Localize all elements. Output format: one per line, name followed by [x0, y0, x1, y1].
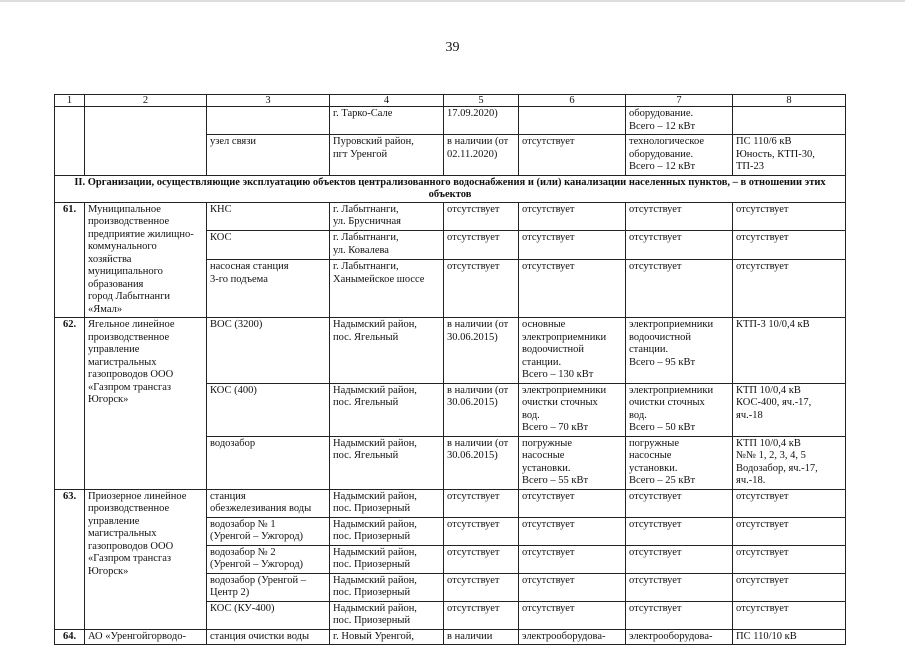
- cell-c3: станция очистки воды: [207, 629, 330, 645]
- cell-c5: в наличии: [444, 629, 519, 645]
- cell-c6: отсутствует: [519, 231, 626, 260]
- header-cell: 7: [626, 95, 733, 107]
- cell-c4: Надымский район, пос. Ягельный: [330, 383, 444, 436]
- table-row: [55, 489, 846, 517]
- cell-c4: Надымский район, пос. Приозерный: [330, 601, 444, 629]
- cell-c6: электроприемники очистки сточных вод. Всего – 70 кВт: [519, 383, 626, 436]
- cell-c5: отсутствует: [444, 231, 519, 260]
- cell-c3: КНС: [207, 202, 330, 231]
- cell-c8: ПС 110/6 кВ Юность, КТП-30, ТП-23: [733, 135, 846, 176]
- section-title: II. Организации, осуществляющие эксплуатацию объектов централизованного водоснабжения и (или) канализации населенных пунктов, – в отношении этих объектов: [55, 175, 846, 202]
- cell-c6: отсутствует: [519, 517, 626, 545]
- section-title-row: [55, 175, 846, 202]
- cell-c7: отсутствует: [626, 202, 733, 231]
- cell-c4: Надымский район, пос. Ягельный: [330, 436, 444, 489]
- cell-c7: отсутствует: [626, 517, 733, 545]
- page-number: 39: [445, 40, 460, 55]
- cell-c4: Надымский район, пос. Приозерный: [330, 573, 444, 601]
- cell-c8: отсутствует: [733, 202, 846, 231]
- organization-cell: [85, 107, 207, 176]
- cell-c7: отсутствует: [626, 601, 733, 629]
- organization-cell: Ягельное линейное производственное управление магистральных газопроводов ООО «Газпром трансгаз Югорск»: [85, 318, 207, 490]
- cell-c5: в наличии (от 02.11.2020): [444, 135, 519, 176]
- cell-c7: оборудование. Всего – 12 кВт: [626, 107, 733, 135]
- cell-c5: отсутствует: [444, 545, 519, 573]
- cell-c4: г. Лабытнанги, Ханымейское шоссе: [330, 260, 444, 318]
- number-cell: 64.: [55, 629, 85, 645]
- table-body: [55, 95, 846, 645]
- cell-c3: ВОС (3200): [207, 318, 330, 384]
- header-cell: 1: [55, 95, 85, 107]
- header-cell: 3: [207, 95, 330, 107]
- cell-c4: Надымский район, пос. Приозерный: [330, 489, 444, 517]
- cell-c7: электроприемники водоочистной станции. Всего – 95 кВт: [626, 318, 733, 384]
- cell-c6: [519, 107, 626, 135]
- cell-c3: [207, 107, 330, 135]
- cell-c3: КОС (КУ-400): [207, 601, 330, 629]
- header-cell: 8: [733, 95, 846, 107]
- cell-c8: КТП 10/0,4 кВ №№ 1, 2, 3, 4, 5 Водозабор, яч.-17, яч.-18.: [733, 436, 846, 489]
- header-cell: 6: [519, 95, 626, 107]
- organization-cell: Муниципальное производственное предприятие жилищно- коммунального хозяйства муниципального образования город Лабытнанги «Ямал»: [85, 202, 207, 318]
- cell-c7: отсутствует: [626, 545, 733, 573]
- cell-c5: отсутствует: [444, 517, 519, 545]
- organization-cell: АО «Уренгойгорводо-: [85, 629, 207, 645]
- organization-cell: Приозерное линейное производственное управление магистральных газопроводов ООО «Газпром трансгаз Югорск»: [85, 489, 207, 629]
- cell-c3: станция обезжелезивания воды: [207, 489, 330, 517]
- cell-c5: в наличии (от 30.06.2015): [444, 436, 519, 489]
- cell-c8: отсутствует: [733, 260, 846, 318]
- cell-c5: в наличии (от 30.06.2015): [444, 383, 519, 436]
- number-cell: [55, 107, 85, 176]
- header-cell: 5: [444, 95, 519, 107]
- cell-c3: КОС: [207, 231, 330, 260]
- cell-c8: [733, 107, 846, 135]
- cell-c8: отсутствует: [733, 545, 846, 573]
- cell-c8: отсутствует: [733, 231, 846, 260]
- cell-c6: электрооборудова-: [519, 629, 626, 645]
- cell-c5: в наличии (от 30.06.2015): [444, 318, 519, 384]
- cell-c8: отсутствует: [733, 601, 846, 629]
- cell-c3: водозабор № 2 (Уренгой – Ужгород): [207, 545, 330, 573]
- number-cell: 63.: [55, 489, 85, 629]
- cell-c7: отсутствует: [626, 260, 733, 318]
- cell-c8: отсутствует: [733, 573, 846, 601]
- cell-c6: отсутствует: [519, 135, 626, 176]
- cell-c8: КТП 10/0,4 кВ КОС-400, яч.-17, яч.-18: [733, 383, 846, 436]
- cell-c6: отсутствует: [519, 545, 626, 573]
- table-row: [55, 629, 846, 645]
- cell-c4: г. Тарко-Сале: [330, 107, 444, 135]
- header-cell: 2: [85, 95, 207, 107]
- cell-c4: г. Лабытнанги, ул. Брусничная: [330, 202, 444, 231]
- data-table: [54, 94, 846, 645]
- cell-c3: узел связи: [207, 135, 330, 176]
- cell-c3: насосная станция 3-го подъема: [207, 260, 330, 318]
- cell-c6: отсутствует: [519, 202, 626, 231]
- cell-c5: отсутствует: [444, 260, 519, 318]
- cell-c4: г. Лабытнанги, ул. Ковалева: [330, 231, 444, 260]
- header-cell: 4: [330, 95, 444, 107]
- cell-c8: КТП-3 10/0,4 кВ: [733, 318, 846, 384]
- cell-c4: Пуровский район, пгт Уренгой: [330, 135, 444, 176]
- cell-c7: технологическое оборудование. Всего – 12 кВт: [626, 135, 733, 176]
- cell-c4: г. Новый Уренгой,: [330, 629, 444, 645]
- cell-c5: отсутствует: [444, 601, 519, 629]
- cell-c8: отсутствует: [733, 489, 846, 517]
- cell-c7: погружные насосные установки. Всего – 25 кВт: [626, 436, 733, 489]
- cell-c8: ПС 110/10 кВ: [733, 629, 846, 645]
- table-row: [55, 202, 846, 231]
- scan-edge: [0, 0, 905, 2]
- number-cell: 62.: [55, 318, 85, 490]
- number-cell: 61.: [55, 202, 85, 318]
- cell-c3: водозабор: [207, 436, 330, 489]
- cell-c4: Надымский район, пос. Ягельный: [330, 318, 444, 384]
- cell-c7: электроприемники очистки сточных вод. Всего – 50 кВт: [626, 383, 733, 436]
- cell-c5: 17.09.2020): [444, 107, 519, 135]
- cell-c4: Надымский район, пос. Приозерный: [330, 545, 444, 573]
- cell-c3: водозабор № 1 (Уренгой – Ужгород): [207, 517, 330, 545]
- table-row: [55, 107, 846, 135]
- cell-c6: отсутствует: [519, 601, 626, 629]
- cell-c7: отсутствует: [626, 489, 733, 517]
- cell-c7: электрооборудова-: [626, 629, 733, 645]
- cell-c5: отсутствует: [444, 573, 519, 601]
- table-row: [55, 318, 846, 384]
- cell-c6: отсутствует: [519, 260, 626, 318]
- cell-c3: КОС (400): [207, 383, 330, 436]
- cell-c5: отсутствует: [444, 489, 519, 517]
- cell-c6: отсутствует: [519, 489, 626, 517]
- cell-c8: отсутствует: [733, 517, 846, 545]
- cell-c6: отсутствует: [519, 573, 626, 601]
- cell-c6: основные электроприемники водоочистной станции. Всего – 130 кВт: [519, 318, 626, 384]
- cell-c6: погружные насосные установки. Всего – 55 кВт: [519, 436, 626, 489]
- cell-c7: отсутствует: [626, 231, 733, 260]
- cell-c5: отсутствует: [444, 202, 519, 231]
- cell-c3: водозабор (Уренгой – Центр 2): [207, 573, 330, 601]
- table-header-row: [55, 95, 846, 107]
- cell-c7: отсутствует: [626, 573, 733, 601]
- cell-c4: Надымский район, пос. Приозерный: [330, 517, 444, 545]
